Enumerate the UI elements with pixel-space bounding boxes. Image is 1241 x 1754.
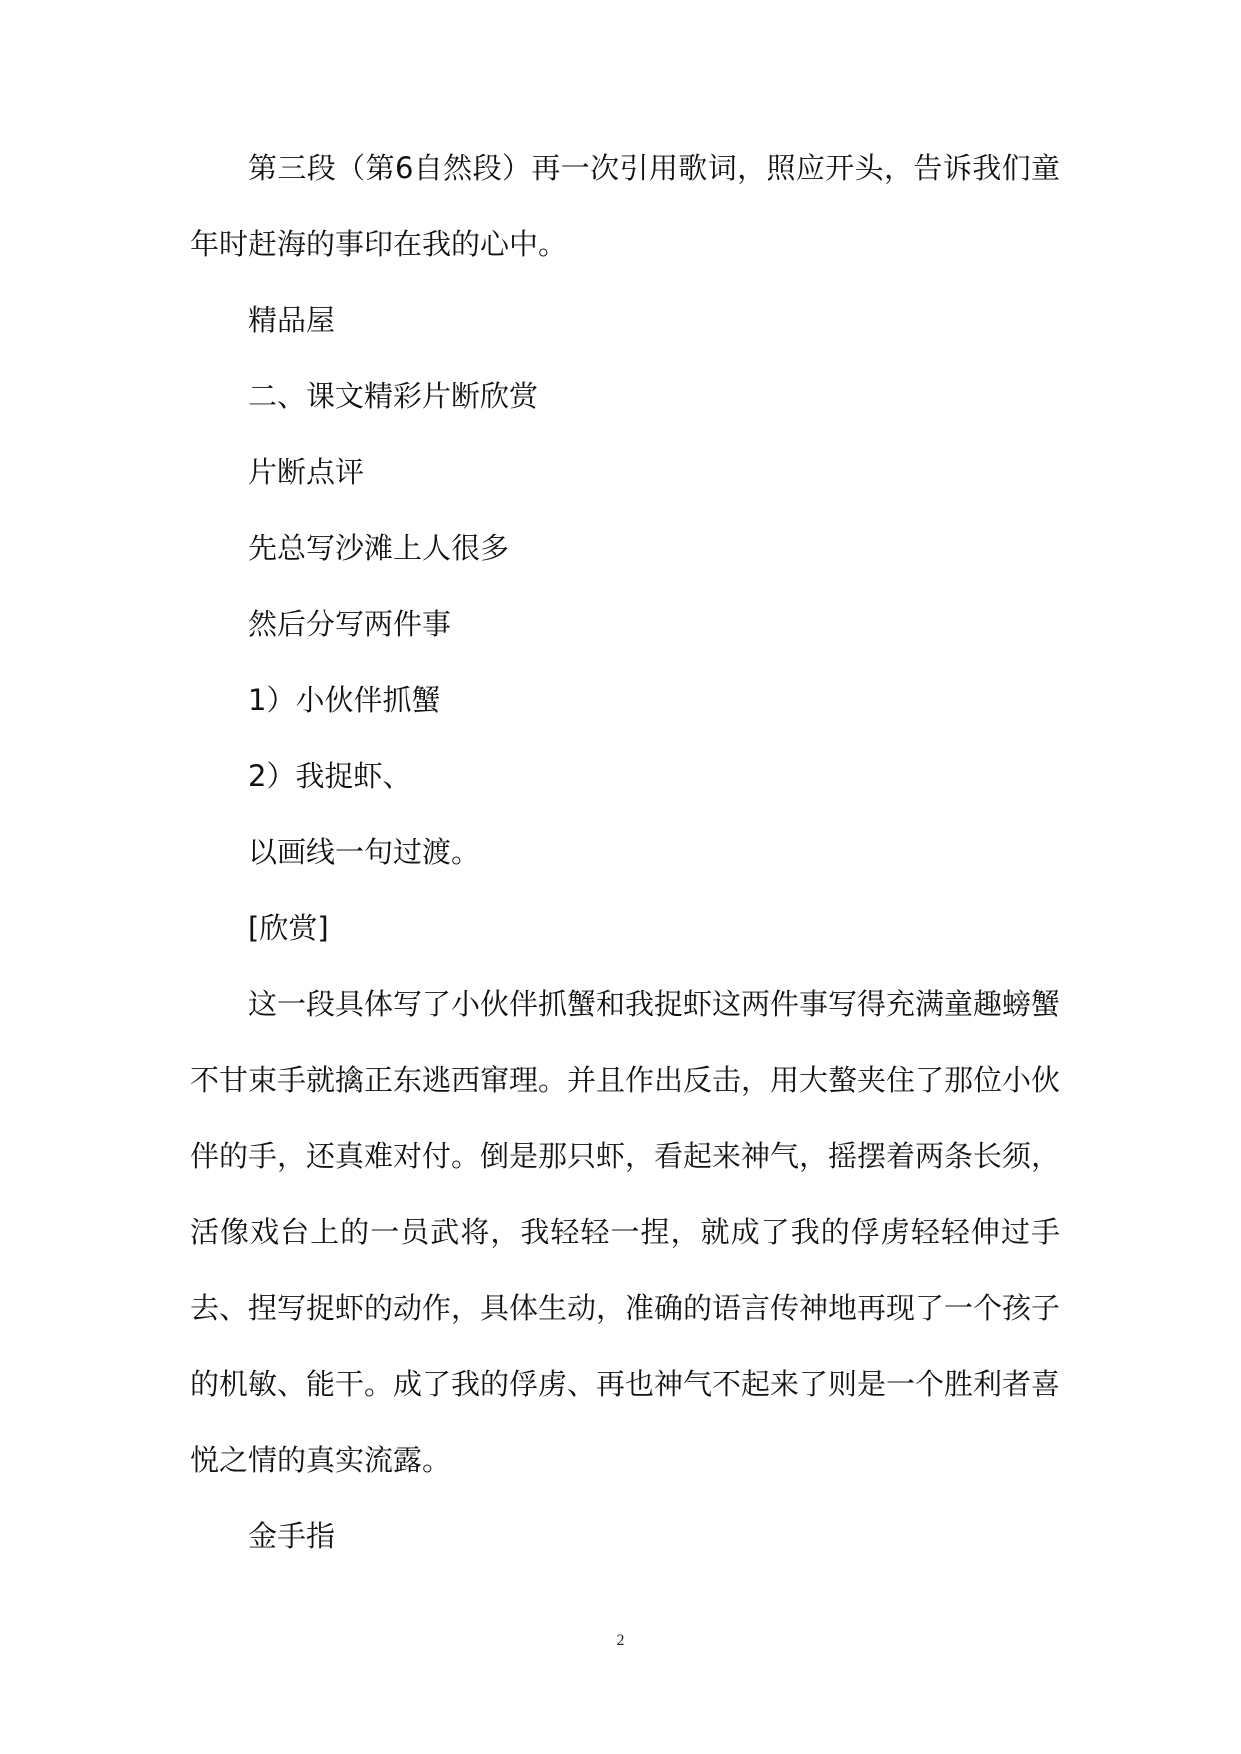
paragraph-transition: 以画线一句过渡。 <box>248 835 481 869</box>
heading-appreciation: [欣赏] <box>248 911 329 945</box>
paragraph-third-section: 第三段（第6自然段）再一次引用歌词，照应开头，告诉我们童年时赶海的事印在我的心中。 <box>190 151 1060 261</box>
list-item-shrimp: 2）我捉虾、 <box>248 759 412 793</box>
list-item-crab: 1）小伙伴抓蟹 <box>248 683 441 717</box>
paragraph-overview: 先总写沙滩上人很多 <box>248 531 510 565</box>
page-number: 2 <box>616 1632 625 1649</box>
heading-excerpt-appreciation: 二、课文精彩片断欣赏 <box>248 379 539 413</box>
heading-golden-finger: 金手指 <box>248 1519 336 1553</box>
heading-excerpt-comment: 片断点评 <box>248 455 365 489</box>
paragraph-appreciation-body: 这一段具体写了小伙伴抓蟹和我捉虾这两件事写得充满童趣螃蟹不甘束手就擒正东逃西窜理。并且作出反击，用大螯夹住了那位小伙伴的手，还真难对付。倒是那只虾，看起来神气，摇摆着两条长须，活像戏台上的一员武将，我轻轻一捏，就成了我的俘虏轻轻伸过手去、捏写捉虾的动作，具体生动，准确的语言传神地再现了一个孩子的机敏、能干。成了我的俘虏、再也神气不起来了则是一个胜利者喜悦之情的真实流露。 <box>190 987 1061 1477</box>
heading-jingpinwu: 精品屋 <box>248 303 336 337</box>
paragraph-two-events: 然后分写两件事 <box>248 607 452 641</box>
